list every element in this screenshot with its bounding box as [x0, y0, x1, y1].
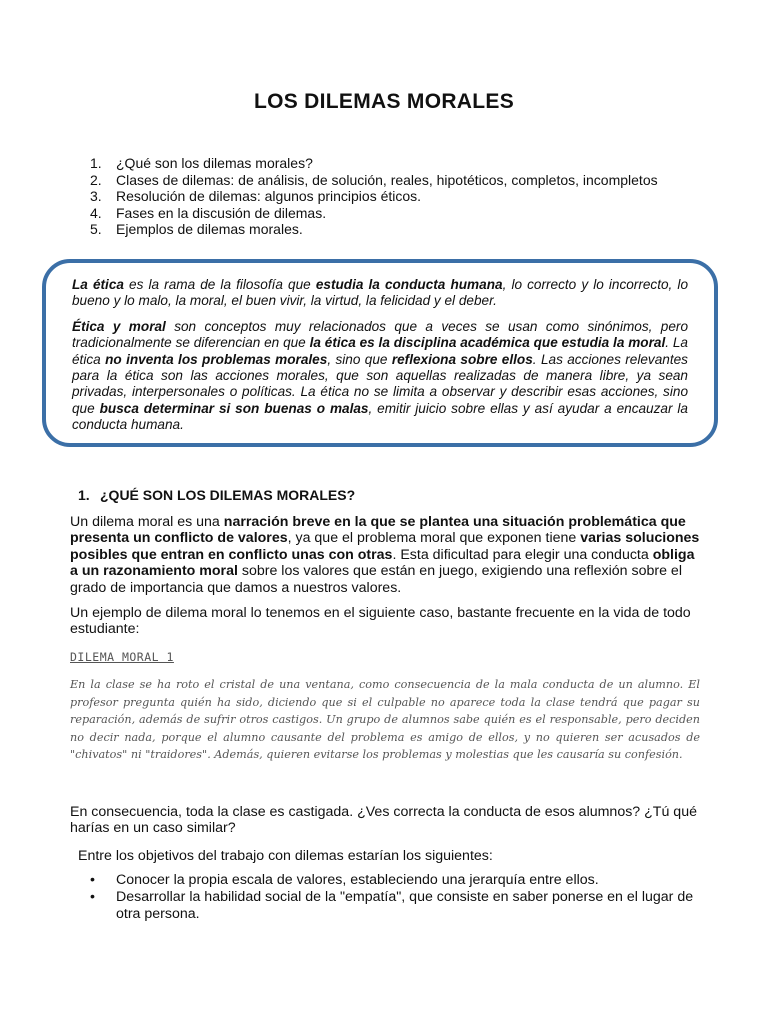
- list-item-text: Conocer la propia escala de valores, estableciendo una jerarquía entre ellos.: [116, 872, 599, 888]
- toc-item-number: 5.: [90, 221, 102, 238]
- toc-item: [90, 188, 730, 205]
- text-run: reflexiona sobre ellos: [391, 351, 533, 367]
- toc-item-number: 2.: [90, 171, 102, 188]
- toc-item-number: 1.: [90, 155, 102, 171]
- dilemma-story: En la clase se ha roto el cristal de una ventana, como consecuencia de la mala conducta de un alumno. El profesor pregunta quién ha sido, diciendo que si el culpable no aparece toda la clase tendrá que pagar su reparación, además de sufrir otros castigos. Un grupo de alumnos sabe quién es el responsable, pero deciden no decir nada, porque el alumno causante del problema es amigo de ellos, y no quieren ser acusados de "chivatos" ni "traidores". Además, quieren evitarse los problemas y molestias que les causaría su confesión.: [70, 678, 700, 762]
- list-item: [90, 872, 700, 888]
- text-run: sobre los valores que están en juego, exigiendo una reflexión sobre el grado de importancia que damos a nuestros valores.: [70, 563, 682, 596]
- text-run: , lo correcto y lo incorrecto, lo bueno y lo malo, la moral, el buen vivir, la virtud, la felicidad y el deber.: [72, 277, 689, 309]
- dilemma-definition-paragraph: [70, 514, 700, 596]
- text-run: varias soluciones posibles que entran en conflicto unas con otras: [70, 530, 700, 563]
- text-run: , emitir juicio sobre ellas y así ayudar a encauzar la conducta humana.: [72, 400, 688, 433]
- text-run: , sino que: [327, 351, 392, 367]
- text-run: . La ética: [72, 335, 688, 367]
- toc-item: [90, 221, 730, 238]
- text-run: estudia la conducta humana: [315, 277, 503, 292]
- text-run: . Esta dificultad para elegir una conducta: [392, 546, 653, 563]
- list-item: [90, 889, 700, 922]
- page-title: LOS DILEMAS MORALES: [253, 90, 515, 113]
- text-run: busca determinar si son buenas o malas: [99, 400, 369, 416]
- text-run: no inventa los problemas morales: [105, 351, 328, 367]
- ethics-definition-paragraph: [72, 277, 688, 310]
- toc-item: [90, 155, 730, 172]
- section-number: 1.: [78, 487, 90, 503]
- list-item-text: Desarrollar la habilidad social de la "empatía", que consiste en saber ponerse en el lugar de otra persona.: [116, 889, 694, 922]
- text-run: la ética es la disciplina académica que estudia la moral: [309, 335, 666, 351]
- toc-item-text: Resolución de dilemas: algunos principios éticos.: [116, 188, 422, 205]
- text-run: . Las acciones relevantes para la ética son las acciones morales, que son aquellas realizadas de manera libre, ya sean privadas, interpersonales o políticas. La ética no se limita a observar y describir esas acciones, sino que: [72, 351, 688, 416]
- text-run: Ética y moral: [72, 318, 166, 334]
- toc-item-number: 3.: [90, 188, 102, 205]
- consequence-paragraph: En consecuencia, toda la clase es castigada. ¿Ves correcta la conducta de esos alumnos? ¿Tú qué harías en un caso similar?: [70, 804, 697, 837]
- ethics-moral-paragraph: [72, 319, 688, 434]
- text-run: La ética: [72, 277, 124, 292]
- section-heading: [78, 487, 355, 503]
- ethics-definition-box: [42, 259, 718, 447]
- example-intro-paragraph: Un ejemplo de dilema moral lo tenemos en el siguiente caso, bastante frecuente en la vida de todo estudiante:: [70, 605, 691, 638]
- objectives-list: [90, 872, 700, 923]
- text-run: Un dilema moral es una: [70, 514, 224, 530]
- text-run: obliga a un razonamiento moral: [70, 546, 695, 580]
- objectives-intro: Entre los objetivos del trabajo con dilemas estarían los siguientes:: [78, 848, 493, 864]
- toc-item-text: ¿Qué son los dilemas morales?: [116, 155, 313, 171]
- bullet-icon: •: [90, 889, 95, 906]
- text-run: son conceptos muy relacionados que a veces se usan como sinónimos, pero tradicionalmente se diferencian en que: [72, 318, 688, 351]
- toc-item-text: Fases en la discusión de dilemas.: [116, 204, 327, 221]
- toc-item: [90, 205, 730, 222]
- bullet-icon: •: [90, 872, 95, 888]
- section-title: ¿QUÉ SON LOS DILEMAS MORALES?: [100, 487, 356, 503]
- text-run: , ya que el problema moral que exponen tiene: [287, 530, 581, 547]
- toc-item-text: Clases de dilemas: de análisis, de solución, reales, hipotéticos, completos, incompletos: [116, 171, 658, 188]
- toc-item-text: Ejemplos de dilemas morales.: [116, 221, 303, 238]
- text-run: es la rama de la filosofía que: [123, 277, 316, 292]
- table-of-contents: [90, 155, 730, 238]
- text-run: narración breve en la que se plantea una situación problemática que presenta un conflicto de valores: [70, 514, 686, 547]
- toc-item: [90, 172, 730, 189]
- toc-item-number: 4.: [90, 204, 102, 221]
- dilemma-label: DILEMA MORAL 1: [70, 650, 174, 664]
